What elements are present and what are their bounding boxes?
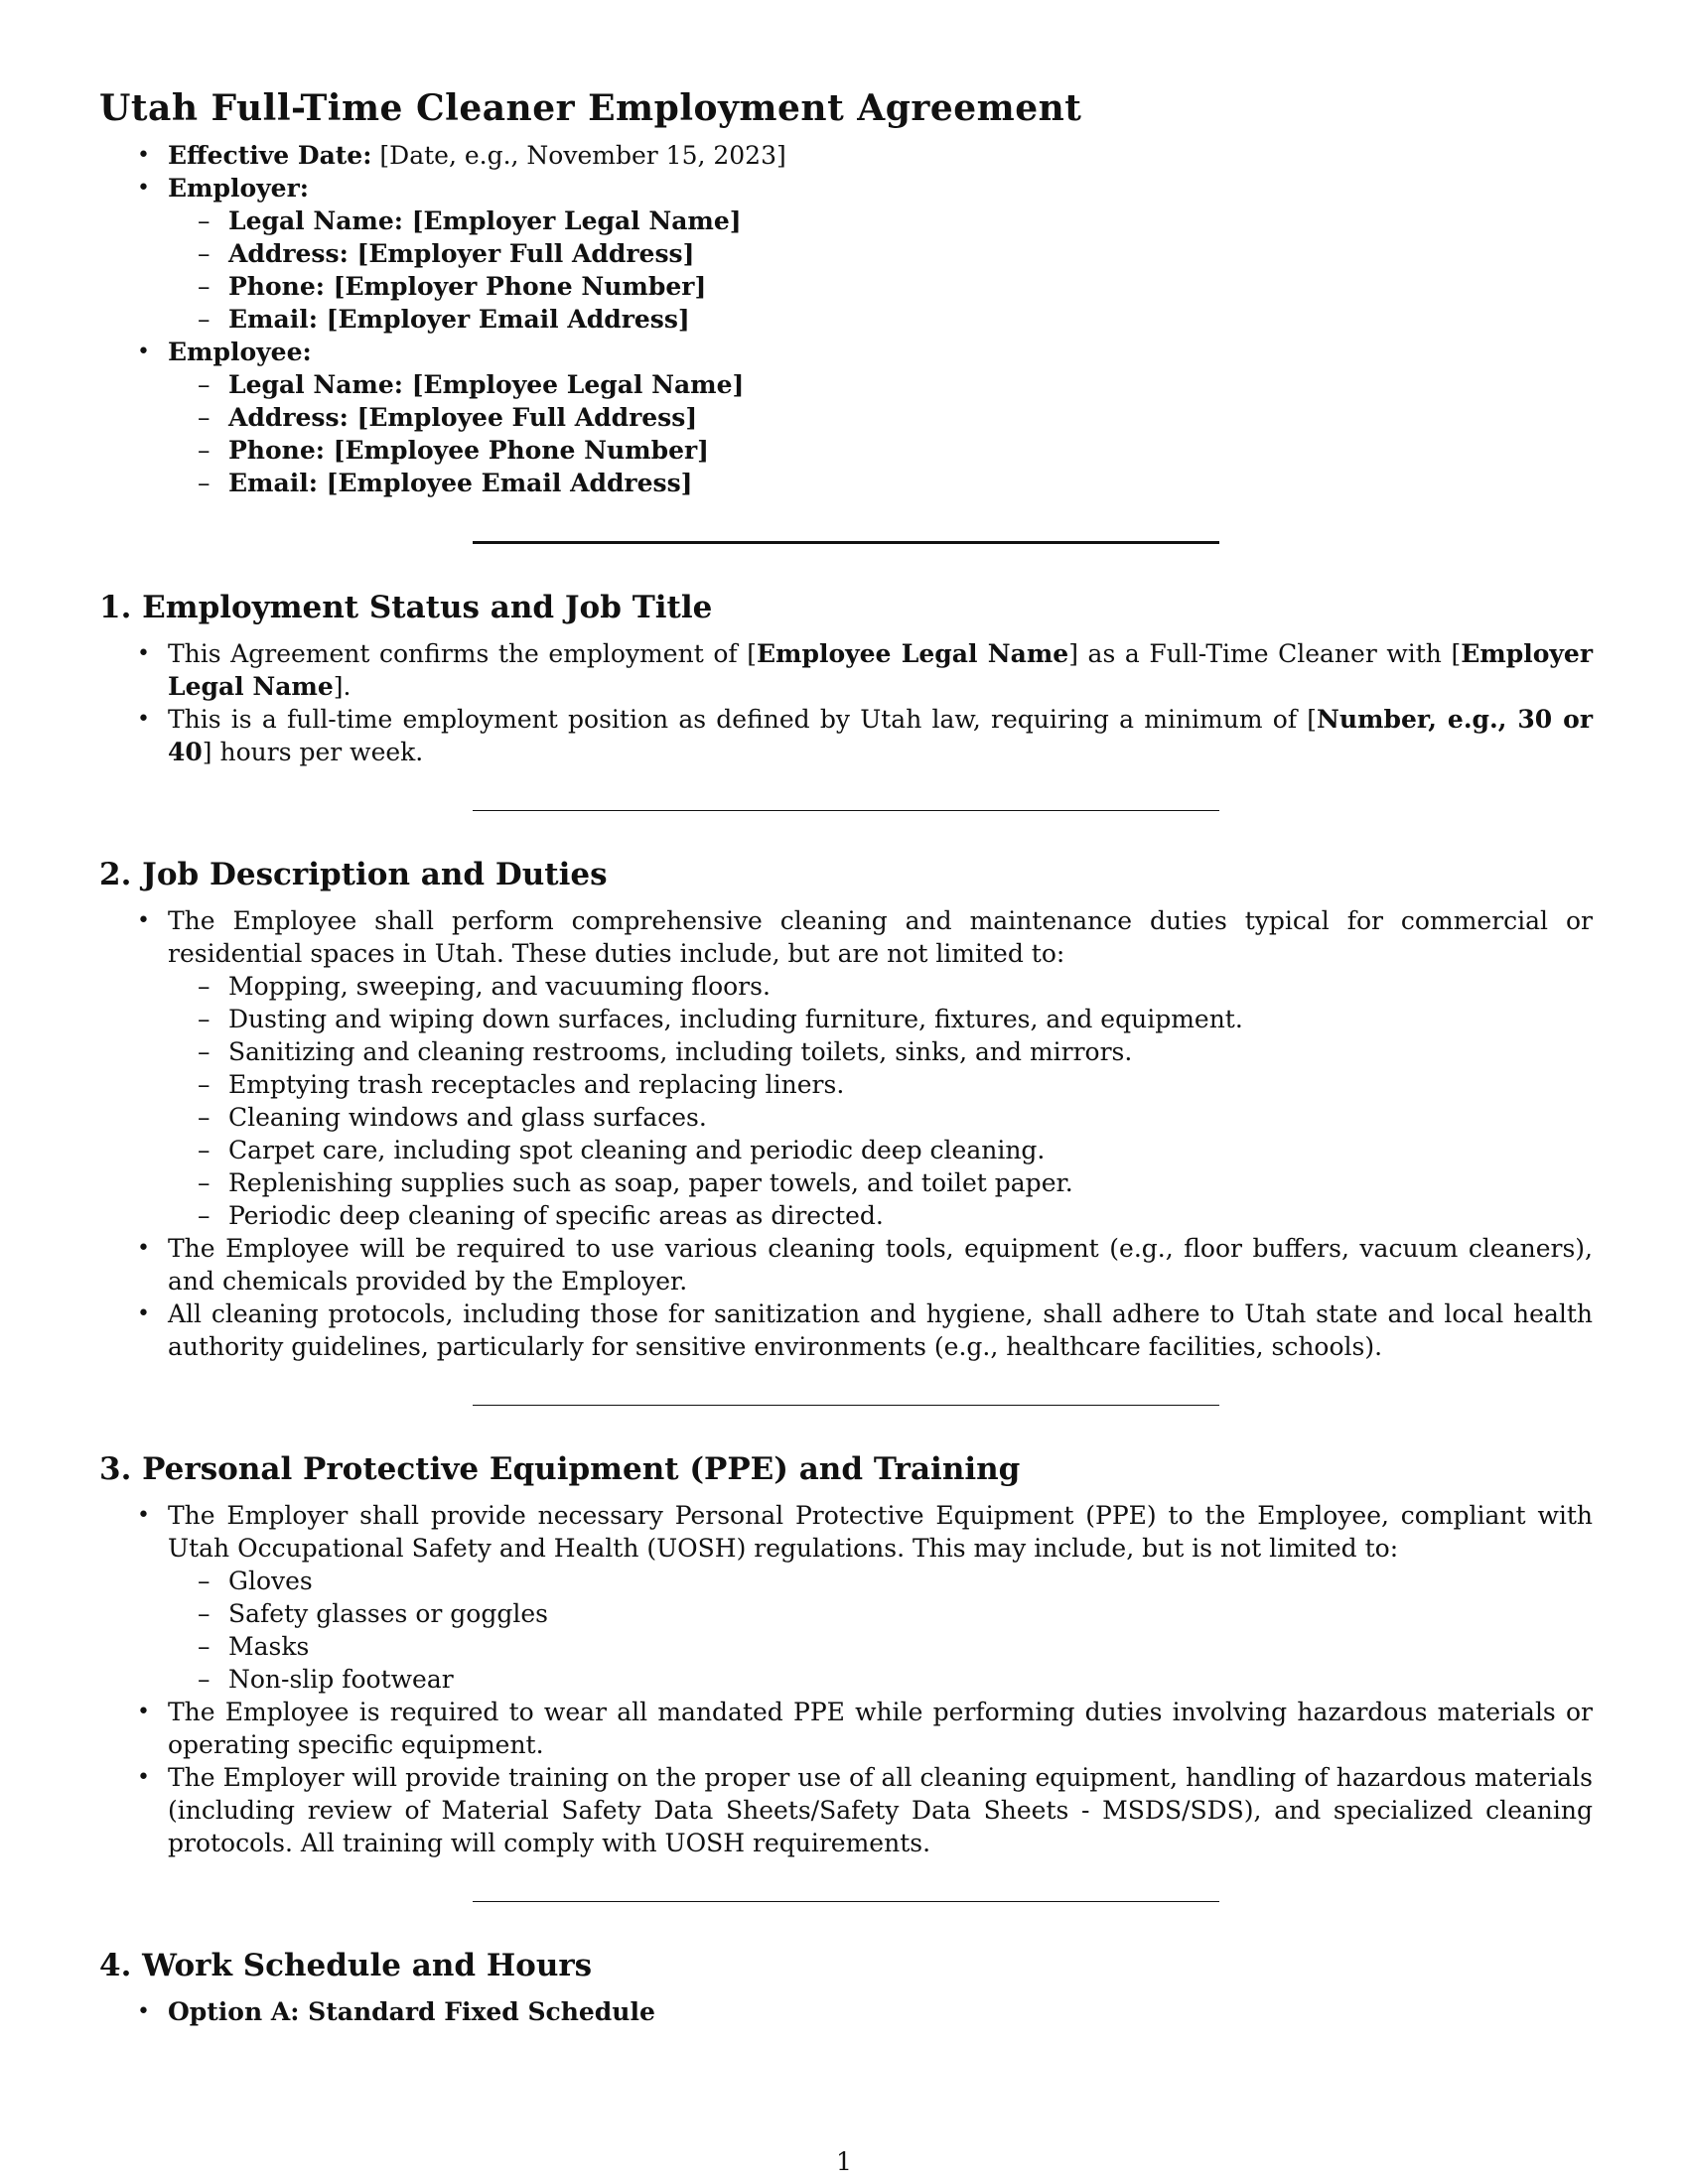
document-title: Utah Full-Time Cleaner Employment Agreement xyxy=(99,87,1082,129)
employee-item xyxy=(99,336,1593,499)
section-2-heading: 2. Job Description and Duties xyxy=(99,857,608,892)
list-item: • The Employee will be required to use various cleaning tools, equipment (e.g., floor buffers, vacuum cleaners), and chemicals provided by the Employer. xyxy=(99,1232,1593,1297)
section-1-list xyxy=(99,637,1593,768)
page-number: 1 xyxy=(836,2147,852,2176)
duty-item: – Mopping, sweeping, and vacuuming floors. xyxy=(168,970,1593,1003)
list-item: • The Employer shall provide necessary Personal Protective Equipment (PPE) to the Employee, compliant with Utah Occupational Safety and Health (UOSH) regulations. This may include, but is not limited to: – Gloves – Safety glasses or goggles – Masks – Non-slip footwear xyxy=(99,1499,1593,1696)
duty-item: – Emptying trash receptacles and replacing liners. xyxy=(168,1068,1593,1101)
section-3-heading: 3. Personal Protective Equipment (PPE) and Training xyxy=(99,1451,1021,1487)
employer-label: Employer: xyxy=(168,174,309,203)
parties-list xyxy=(99,139,1593,499)
ppe-item: – Gloves xyxy=(168,1565,1593,1597)
list-item: • The Employer will provide training on the proper use of all cleaning equipment, handling of hazardous materials (including review of Material Safety Data Sheets/Safety Data Sheets - MSDS/SDS), and specialized cleaning protocols. All training will comply with UOSH requirements. xyxy=(99,1761,1593,1859)
option-a-label: Option A: Standard Fixed Schedule xyxy=(168,1997,655,2026)
list-item: • This is a full-time employment position as defined by Utah law, requiring a minimum of [Number, e.g., 30 or 40] hours per week. xyxy=(99,703,1593,768)
duty-item: – Sanitizing and cleaning restrooms, including toilets, sinks, and mirrors. xyxy=(168,1035,1593,1068)
duty-item: – Cleaning windows and glass surfaces. xyxy=(168,1101,1593,1134)
employer-item xyxy=(99,172,1593,336)
document-page xyxy=(99,87,1593,2028)
section-4-heading: 4. Work Schedule and Hours xyxy=(99,1948,593,1983)
ppe-item: – Masks xyxy=(168,1630,1593,1663)
duty-item: – Periodic deep cleaning of specific areas as directed. xyxy=(168,1199,1593,1232)
employer-legal-name: – Legal Name: [Employer Legal Name] xyxy=(168,205,1593,237)
duties-list xyxy=(168,970,1593,1232)
list-item: • The Employee shall perform comprehensive cleaning and maintenance duties typical for commercial or residential spaces in Utah. These duties include, but are not limited to: – Mopping, sweeping, and vacuuming floors. – Dusting and wiping down surfaces, including furniture, fixtures, and equipment. – Sanitizing and cleaning restrooms, including toilets, sinks, and mirrors. – Emptying trash receptacles and replacing liners. – Cleaning windows and glass surfaces. – Carpet care, including spot cleaning and periodic deep cleaning. – Replenishing supplies such as soap, paper towels, and toilet paper. – Periodic deep cleaning of specific areas as directed. xyxy=(99,904,1593,1232)
ppe-item: – Non-slip footwear xyxy=(168,1663,1593,1696)
effective-date-value: [Date, e.g., November 15, 2023] xyxy=(371,141,786,170)
list-item: • All cleaning protocols, including those for sanitization and hygiene, shall adhere to Utah state and local health authority guidelines, particularly for sensitive environments (e.g., healthcare facilities, schools). xyxy=(99,1297,1593,1363)
duty-item: – Carpet care, including spot cleaning and periodic deep cleaning. xyxy=(168,1134,1593,1166)
duty-item: – Replenishing supplies such as soap, paper towels, and toilet paper. xyxy=(168,1166,1593,1199)
section-3-list xyxy=(99,1499,1593,1859)
employer-email: – Email: [Employer Email Address] xyxy=(168,303,1593,336)
employee-phone: – Phone: [Employee Phone Number] xyxy=(168,434,1593,467)
ppe-list xyxy=(168,1565,1593,1696)
effective-date-item xyxy=(99,139,1593,172)
employee-label: Employee: xyxy=(168,338,312,366)
ppe-item: – Safety glasses or goggles xyxy=(168,1597,1593,1630)
duty-item: – Dusting and wiping down surfaces, including furniture, fixtures, and equipment. xyxy=(168,1003,1593,1035)
employer-fields xyxy=(168,205,1593,336)
section-1-heading: 1. Employment Status and Job Title xyxy=(99,590,713,625)
section-2-list xyxy=(99,904,1593,1363)
employee-legal-name: – Legal Name: [Employee Legal Name] xyxy=(168,368,1593,401)
employee-address: – Address: [Employee Full Address] xyxy=(168,401,1593,434)
section-4-list xyxy=(99,1995,1593,2028)
effective-date-label: Effective Date: xyxy=(168,141,372,170)
employer-phone: – Phone: [Employer Phone Number] xyxy=(168,270,1593,303)
list-item: • This Agreement confirms the employment of [Employee Legal Name] as a Full-Time Cleaner with [Employer Legal Name]. xyxy=(99,637,1593,703)
employee-email: – Email: [Employee Email Address] xyxy=(168,467,1593,499)
list-item xyxy=(99,1995,1593,2028)
employee-fields xyxy=(168,368,1593,499)
list-item: • The Employee is required to wear all mandated PPE while performing duties involving hazardous materials or operating specific equipment. xyxy=(99,1696,1593,1761)
employer-address: – Address: [Employer Full Address] xyxy=(168,237,1593,270)
